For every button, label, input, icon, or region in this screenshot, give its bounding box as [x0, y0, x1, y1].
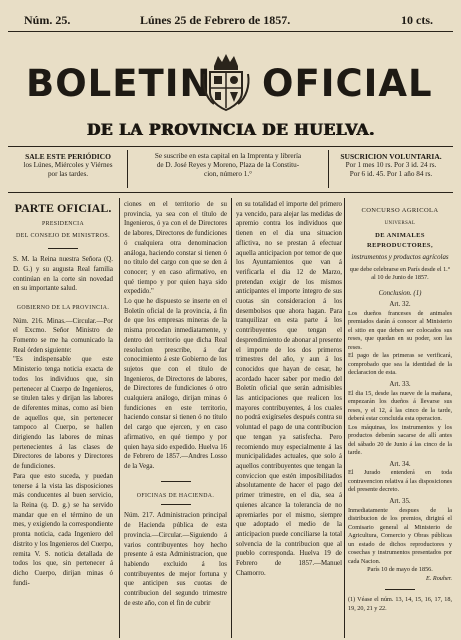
info-divider — [328, 150, 329, 188]
column-divider — [344, 198, 345, 638]
separator — [385, 589, 415, 590]
article-paragraph: Los dueños franceses de animales premiados darán á conocer al Ministerio el sitio en que deben ser colocados sus reses, que quedan en su poder, son las reses. — [348, 309, 452, 351]
article-paragraph: El dia 15, desde las nueve de la mañana, empezarán los dueños á llevarse sus reses, y el 12, á las cinco de la tarde, deberá estar concluida esta operacion. — [348, 389, 452, 423]
info-top-rule — [8, 146, 453, 147]
article-paragraph: Los máquinas, los instrumentos y los productos deberán sacarse de allí antes del sábado 20 de Junio á las cinco de la tarde. — [348, 423, 452, 457]
info-place-line: de D. José Reyes y Moreno, Plaza de la Constitu- — [156, 161, 300, 169]
masthead-left: BOLETIN — [26, 62, 212, 105]
info-schedule-heading: SALE ESTE PERIÓDICO — [25, 152, 111, 161]
article-subtitle: instrumentos y productos agrícolas — [351, 253, 449, 261]
issue-date: Lúnes 25 de Febrero de 1857. — [140, 13, 291, 27]
article-paragraph: Lo que he dispuesto se inserte en el Boletín oficial de la provincia, á fin de que los empresas mineras de la misma procedan inmediatamente, y dentro del territorio que dicha Real resolucion prescribe, á dar conocimiento á este Gobierno de los sujetos que con el título de Ingenieros, de Directores de labores, de Directores de fundiciones ó otro cualquiera análogo, dirijan minas ó fundiciones en este territorio, haciendo constar si tienen ó no título del cargo que ejercen, y en caso afirmativo, en qué tiempo y por quien haya sido expedido. Huelva 16 de Febrero de 1857.—Andres Losso de la Vega. — [124, 298, 227, 470]
article-paragraph: El pago de las primeras se verificará, comprobado que sea la identidad de la declaracion de esta. — [348, 352, 452, 377]
info-place-line: cion, número 1.° — [204, 170, 252, 178]
separator — [161, 481, 191, 482]
info-box-schedule — [12, 152, 124, 190]
masthead-right: OFICIAL — [262, 62, 433, 105]
issue-price: 10 cts. — [401, 13, 433, 27]
article-paragraph: Núm. 217. Administracion principal de Hacienda pública de esta provincia.—Circular.—Siguiendo á varios contribuyentes hoy hecho presente á esta Administracion, que habiendo excluido á los contribuyentes de mejor fortuna y que anticipen sus cuotas de contribucion del segundo trimestre de este año, con el fin de cubrir — [124, 512, 227, 607]
subsection-heading: UNIVERSAL — [384, 220, 416, 226]
section-title: PARTE OFICIAL. — [14, 201, 112, 215]
article-paragraph: El Jurado entenderá en toda contravencion relativa á las disposiciones del presente decreto. — [348, 469, 452, 494]
article-paragraph: Núm. 216. Minas.—Circular.—Por el Excmo. Señor Ministro de Fomento se me ha comunicado la Real órden siguiente: — [13, 317, 113, 354]
signature: E. Rouher. — [426, 574, 452, 582]
header-rule — [8, 31, 453, 32]
column-divider — [231, 198, 232, 638]
article-paragraph: en su totalidad el importe del primero ya vencido, para alejar las medidas de apremio contra los individuos que tienen en el dia una situacion aflictiva, no se prestan á efectuar aquella anticipacion por temor de que los Ayuntamientos que van á verificarla el dia 12 de Marzo, pretendan exigir de los mismos anticipantes el importe íntegro de sus cuotas sin consideracion á los desembolsos que ahora hagan. Para tranquilizar en esta parte á los contribuyentes que tengan el desprendimiento de abonar al presente el importe de los dos primeros trimestres del año, y aun á los conocidos que hayan de cesar, he acordado hacer saber por medio del Boletín oficial que serán admisibles las anticipaciones que realicen los mayores contribuyentes, á los cuales no podrá exigírseles después contra su voluntad el pago de una contribucion que tengan ya satisfecha. Pero recomiendo muy especialmente á las municipalidades actuales, que solo á aquellos contribuyentes que tengan la conviccion que estén imposibilitados absolutamente de hacer el pago del primer trimestre, en el dia, sea á quienes alcance la tolerancia de no apremiarles por el mismo, siempre que adoptado el medio de la anticipacion puede conciliarse la total solvencia de la contribucion que al pueblo corresponda. Huelva 19 de Febrero de 1857.—Manuel Chamorro. — [236, 201, 342, 577]
column-4 — [348, 200, 452, 613]
info-schedule-line: los Lúnes, Miércoles y Viérnes — [23, 161, 113, 169]
article-heading: Art. 33. — [389, 380, 411, 388]
info-place-line: Se suscribe en esta capital en la Imprenta y librería — [154, 152, 302, 160]
separator — [48, 248, 78, 249]
article-paragraph: ciones en el territorio de su provincia, ya sea con el título de Ingenieros, ó ya con el de Directores de labores, Directores de fundiciones ó cualquiera otra denominacion análoga, haciendo constar si tienen ó no título del cargo con que se den á conocer; y en caso afirmativo, en qué tiempo y por quien haya sido expedido." — [124, 201, 227, 296]
subsection-heading: DE ANIMALES REPRODUCTORES, — [367, 232, 433, 250]
article-subtitle: que debe celebrarse en París desde el 1.° al 10 de Junio de 1857. — [349, 265, 451, 282]
separator — [161, 504, 191, 505]
column-2 — [124, 200, 227, 608]
subsection-heading: OFICINAS DE HACIENDA. — [136, 492, 215, 499]
article-subtitle: Conclusion. (1) — [378, 289, 422, 297]
article-paragraph: Inmediatamente despues de la distribucion de los premios, dirigirá el Comisario general al Ministerio de Agricultura, Comercio y Obras públicas un estado de dichos reproductores y cosechas y instrumentos presentados por cada Nacion. — [348, 506, 452, 565]
column-1 — [13, 200, 113, 588]
info-divider — [127, 150, 128, 188]
article-heading: Art. 34. — [389, 460, 411, 468]
article-paragraph: S. M. la Reina nuestra Señora (Q. D. G.) y su augusta Real familia continúan en la corte sin novedad en su importante salud. — [13, 256, 113, 293]
article-heading: Art. 32. — [389, 301, 411, 309]
issue-header — [10, 13, 451, 29]
column-divider — [119, 198, 120, 638]
article-paragraph: Para que esto suceda, y puedan tenerse á la vista las disposiciones más conducentes al buen servicio, la Reina (q. D. g.) se ha servido mandar que en el término de un mes, y exigiendo la correspondiente pronta noticia, cada Ingeniero del distrito y los Ingenieros del Cuerpo, remita V. S. noticia detallada de todos los que, sin pertenecer á dicho Cuerpo, dirijan minas ó fundi- — [13, 472, 113, 587]
article-paragraph: "Es indispensable que este Ministerio tenga noticia exacta de todos los individuos que, sin pertenecer al Cuerpo de Ingenieros, se titulen tales y dirijan las labores de diferentes minas, como así bien de aquellos que, sin pertenecer tampoco al Cuerpo, se hallen dirigiendo las labores de minas pertenecientes á las clases de Directores de labores y Directores de fundiciones. — [13, 356, 113, 471]
info-schedule-line: por las tardes. — [47, 170, 89, 178]
subsection-heading: PRESIDENCIA — [41, 220, 85, 227]
issue-number: Núm. 25. — [24, 13, 71, 27]
masthead-subtitle: DE LA PROVINCIA DE HUELVA. — [86, 120, 375, 139]
info-bottom-rule — [8, 192, 453, 193]
footnote: (1) Véase el núm. 13, 14, 15, 16, 17, 18, 19, 20, 21 y 22. — [348, 596, 452, 612]
info-prices-heading: SUSCRICION VOLUNTARIA. — [340, 152, 442, 161]
subsection-heading: CONCURSO AGRICOLA — [361, 207, 439, 214]
info-box-subscription-place — [130, 152, 326, 190]
info-prices-line: Por 6 id. 45. Por 1 año 84 rs. — [349, 170, 433, 178]
subsection-heading: GOBIERNO DE LA PROVINCIA. — [16, 304, 110, 311]
info-box-prices — [330, 152, 452, 190]
article-heading: Art. 35. — [389, 497, 411, 505]
subsection-heading: DEL CONSEJO DE MINISTROS. — [15, 233, 111, 240]
article-paragraph: París 10 de mayo de 1856. — [367, 566, 433, 574]
coat-of-arms-icon — [200, 52, 252, 114]
column-3 — [236, 200, 342, 578]
info-prices-line: Por 1 mes 10 rs. Por 3 id. 24 rs. — [345, 161, 437, 169]
